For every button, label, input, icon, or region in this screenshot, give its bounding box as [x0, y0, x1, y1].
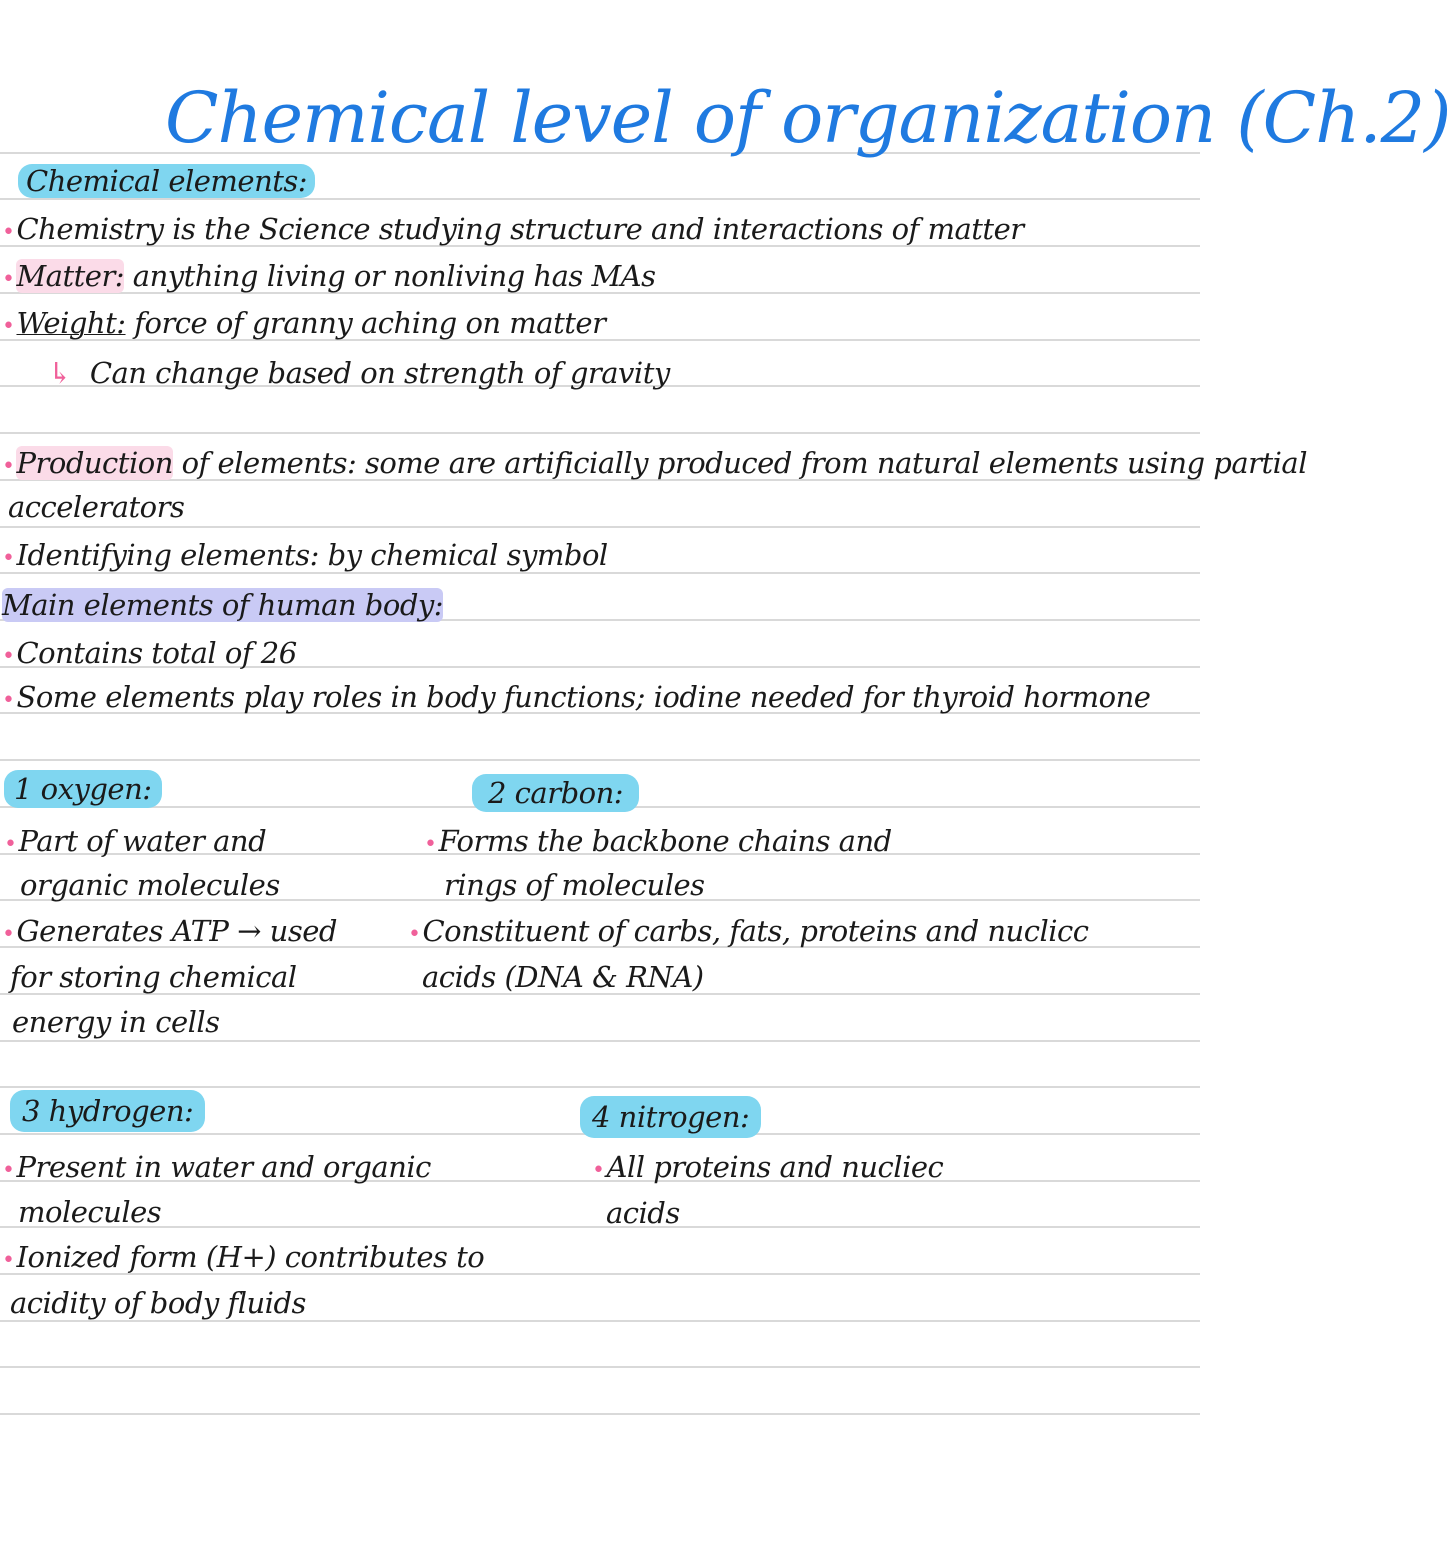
bullet-icon: •	[2, 546, 15, 571]
list-item-continuation: energy in cells	[12, 1005, 220, 1039]
bullet-icon: •	[2, 314, 15, 339]
bullet-icon: •	[2, 454, 15, 479]
element-heading-nitrogen: 4 nitrogen:	[580, 1100, 761, 1134]
bullet-icon: •	[2, 1158, 15, 1183]
list-item: •Production of elements: some are artificially produced from natural elements using partial	[2, 446, 1307, 480]
bullet-icon: •	[2, 267, 15, 292]
bullet-icon: •	[2, 1248, 15, 1273]
element-heading-carbon: 2 carbon:	[472, 776, 639, 810]
list-item: •Part of water and	[4, 824, 267, 858]
bullet-icon: •	[2, 220, 15, 245]
list-item-continuation: accelerators	[8, 490, 185, 524]
page-title: Chemical level of organization (Ch.2)	[165, 77, 1450, 159]
element-heading-hydrogen: 3 hydrogen:	[10, 1094, 205, 1128]
list-item: •All proteins and nucliec	[592, 1150, 944, 1184]
return-arrow-icon: ↳	[48, 356, 72, 390]
list-item: •Generates ATP → used	[2, 914, 337, 948]
bullet-icon: •	[592, 1158, 605, 1183]
list-item-continuation: organic molecules	[20, 868, 280, 902]
list-item: •Constituent of carbs, fats, proteins and nuclicc	[408, 914, 1089, 948]
list-item: •Matter: anything living or nonliving has MAs	[2, 259, 656, 293]
bullet-icon: •	[2, 644, 15, 669]
list-item-continuation: acids (DNA & RNA)	[422, 960, 704, 994]
term-underlined: Weight:	[16, 306, 126, 340]
list-item: •Contains total of 26	[2, 636, 297, 670]
section-heading-main-elements: Main elements of human body:	[2, 588, 444, 622]
bullet-icon: •	[424, 832, 437, 857]
sub-item: ↳ Can change based on strength of gravity	[48, 356, 670, 390]
section-heading-chemical-elements: Chemical elements:	[18, 164, 315, 198]
list-item-continuation: rings of molecules	[444, 868, 705, 902]
term-highlight: Production	[16, 446, 173, 480]
list-item: •Some elements play roles in body functions; iodine needed for thyroid hormone	[2, 680, 1151, 714]
list-item: •Identifying elements: by chemical symbol	[2, 538, 608, 572]
list-item: •Weight: force of granny aching on matter	[2, 306, 606, 340]
list-item-continuation: acids	[606, 1196, 680, 1230]
list-item: •Chemistry is the Science studying structure and interactions of matter	[2, 212, 1024, 246]
list-item-continuation: acidity of body fluids	[10, 1286, 306, 1320]
bullet-icon: •	[4, 832, 17, 857]
list-item: •Ionized form (H+) contributes to	[2, 1240, 485, 1274]
term-highlight: Matter:	[16, 259, 125, 293]
list-item-continuation: molecules	[18, 1195, 162, 1229]
list-item: •Forms the backbone chains and	[424, 824, 892, 858]
list-item: •Present in water and organic	[2, 1150, 431, 1184]
bullet-icon: •	[2, 688, 15, 713]
bullet-icon: •	[408, 922, 421, 947]
element-heading-oxygen: 1 oxygen:	[4, 772, 162, 806]
bullet-icon: •	[2, 922, 15, 947]
list-item-continuation: for storing chemical	[10, 960, 297, 994]
